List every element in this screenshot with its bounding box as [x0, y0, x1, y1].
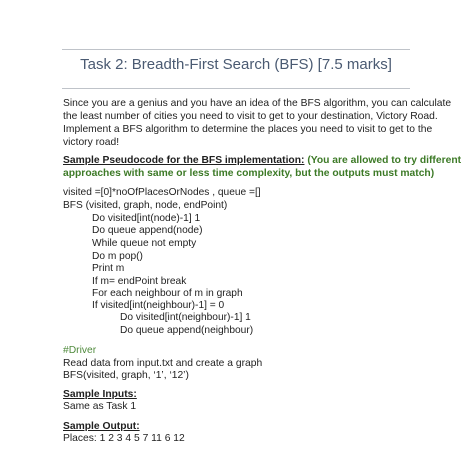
intro-line: the least number of cities you need to visit to get to your destination, Victory Road. — [63, 111, 438, 122]
intro-line: Implement a BFS algorithm to determine the places you need to visit to get to the — [63, 124, 433, 135]
title-rule-top — [62, 49, 410, 50]
code-line: If m= endPoint break — [92, 276, 187, 287]
pseudocode-note: (You are allowed to try different — [307, 155, 462, 166]
sample-output-text: Places: 1 2 3 4 5 7 11 6 12 — [63, 433, 185, 444]
driver-line: Read data from input.txt and create a graph — [63, 358, 263, 369]
code-line: If visited[int(neighbour)-1] = 0 — [92, 300, 225, 311]
driver-line: BFS(visited, graph, ‘1’, ‘12’) — [63, 370, 189, 381]
code-line: Print m — [92, 263, 125, 274]
sample-inputs-heading: Sample Inputs: — [63, 389, 137, 400]
code-line: BFS (visited, graph, node, endPoint) — [63, 200, 228, 211]
driver-comment: #Driver — [63, 345, 97, 356]
code-line: For each neighbour of m in graph — [92, 288, 243, 299]
code-line: Do queue append(neighbour) — [120, 325, 254, 336]
sample-output-heading: Sample Output: — [63, 421, 140, 432]
title-rule-bottom — [62, 88, 410, 89]
sample-inputs-text: Same as Task 1 — [63, 401, 137, 412]
intro-line: victory road! — [63, 137, 120, 148]
code-line: visited =[0]*noOfPlacesOrNodes , queue =[] — [63, 187, 261, 198]
task-title: Task 2: Breadth-First Search (BFS) [7.5 marks] — [80, 56, 392, 73]
code-line: Do m pop() — [92, 251, 143, 262]
pseudocode-note-continued: approaches with same or less time complexity, but the outputs must match) — [63, 168, 435, 179]
intro-line: Since you are a genius and you have an idea of the BFS algorithm, you can calculate — [63, 98, 452, 109]
pseudocode-heading: Sample Pseudocode for the BFS implementation: — [63, 155, 305, 166]
code-line: While queue not empty — [92, 238, 197, 249]
code-line: Do visited[int(neighbour)-1] 1 — [120, 312, 251, 323]
code-line: Do visited[int(node)-1] 1 — [92, 213, 201, 224]
pseudocode-heading-line — [63, 155, 461, 167]
code-line: Do queue append(node) — [92, 225, 203, 236]
